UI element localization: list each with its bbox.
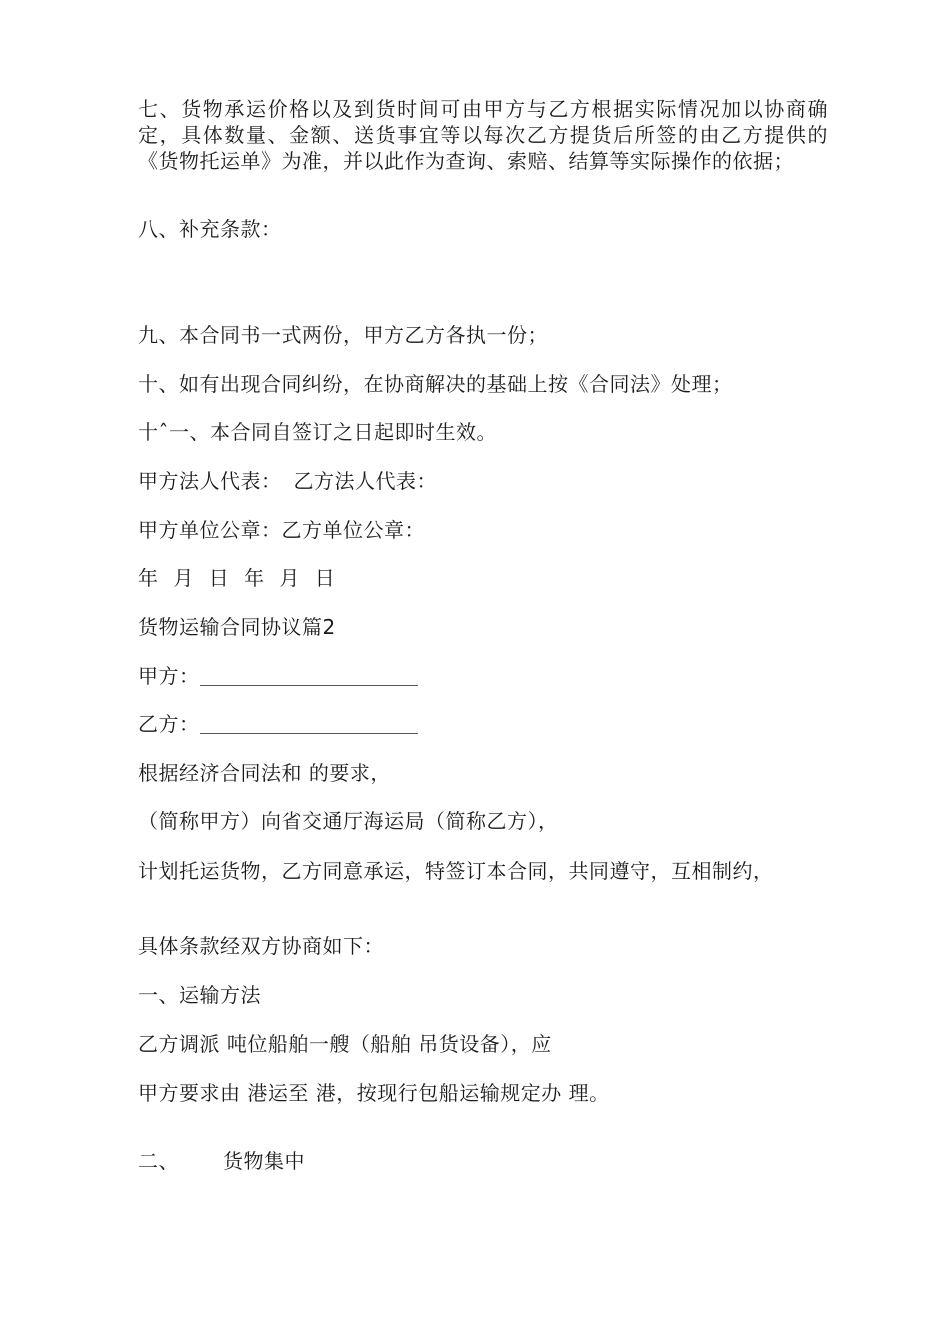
rep-b-label: 乙方法人代表： xyxy=(293,469,437,493)
clause-9: 九、本合同书一式两份，甲方乙方各执一份； xyxy=(138,323,548,347)
abbreviation-paragraph: （简称甲方）向省交通厅海运局（简称乙方）， xyxy=(138,809,559,833)
item-1-paragraph-1: 乙方调派 吨位船舶一艘（船舶 吊货设备），应 xyxy=(138,1032,552,1056)
basis-paragraph: 根据经济合同法和 的要求， xyxy=(138,761,391,785)
clause-8: 八、补充条款： xyxy=(138,217,282,241)
clause-10: 十、如有出现合同纠纷，在协商解决的基础上按《合同法》处理； xyxy=(138,372,733,396)
item-1-paragraph-2: 甲方要求由 港运至 港，按现行包船运输规定办 理。 xyxy=(138,1081,610,1105)
rep-a-label: 甲方法人代表： xyxy=(138,469,282,493)
party-b-blank xyxy=(200,715,418,734)
party-b-row xyxy=(138,711,418,737)
plan-paragraph: 计划托运货物，乙方同意承运，特签订本合同，共同遵守，互相制约， xyxy=(138,859,774,883)
party-a-blank xyxy=(200,667,418,686)
item-2-heading xyxy=(138,1148,305,1174)
company-seals: 甲方单位公章：乙方单位公章： xyxy=(138,518,425,542)
party-a-row xyxy=(138,663,418,689)
legal-representatives xyxy=(138,468,437,494)
item-2-number: 二、 xyxy=(138,1149,179,1173)
party-b-label: 乙方： xyxy=(138,712,200,736)
clause-7: 七、货物承运价格以及到货时间可由甲方与乙方根据实际情况加以协商确定，具体数量、金额、送货事宜等以每次乙方提货后所签的由乙方提供的《货物托运单》为准，并以此作为查询、索赔、结算等实际操作的依据； xyxy=(138,97,828,173)
item-1-title: 一、运输方法 xyxy=(138,983,261,1007)
party-a-label: 甲方： xyxy=(138,664,200,688)
terms-intro: 具体条款经双方协商如下： xyxy=(138,934,384,958)
section-title: 货物运输合同协议篇2 xyxy=(138,615,336,639)
clause-11: 十ˆ一、本合同自签订之日起即时生效。 xyxy=(138,420,497,444)
item-2-title: 货物集中 xyxy=(223,1149,305,1173)
date-line: 年 月 日 年 月 日 xyxy=(138,566,336,590)
